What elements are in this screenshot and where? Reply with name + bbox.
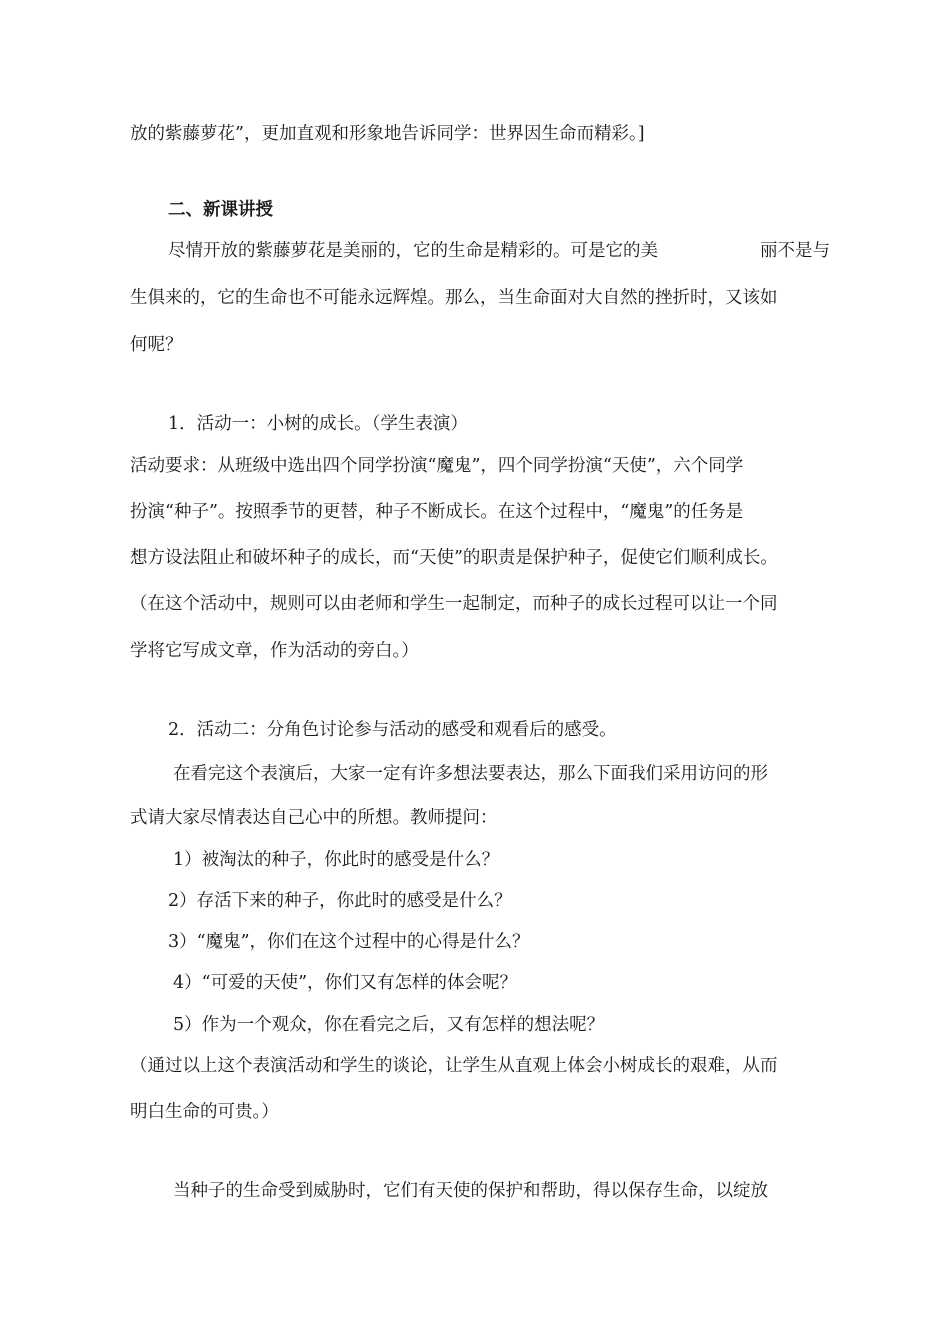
para1-line3: 何呢？ <box>130 335 183 355</box>
closing-line: 当种子的生命受到威胁时，它们有天使的保护和帮助，得以保存生命，以绽放 <box>173 1181 768 1201</box>
question-4: 4）“可爱的天使”，你们又有怎样的体会呢？ <box>173 973 518 993</box>
question-1: 1）被淘汰的种子，你此时的感受是什么？ <box>173 850 500 870</box>
para1-line2: 生俱来的，它的生命也不可能永远辉煌。那么，当生命面对大自然的挫折时，又该如 <box>130 288 778 308</box>
activity2-line1: 在看完这个表演后，大家一定有许多想法要表达，那么下面我们采用访问的形 <box>173 764 768 784</box>
activity2-note-line2: 明白生命的可贵。） <box>130 1102 279 1122</box>
activity2-title: 2．活动二：分角色讨论参与活动的感受和观看后的感受。 <box>168 720 617 740</box>
section-heading: 二、新课讲授 <box>168 200 273 220</box>
question-3: 3）“魔鬼”，你们在这个过程中的心得是什么？ <box>168 932 530 952</box>
activity1-line1-text: 活动要求：从班级中选出四个同学扮演“魔鬼”，四个同学扮演“天使”，六个同学 <box>130 456 744 476</box>
activity1-line2: 扮演“种子”。按照季节的更替，种子不断成长。在这个过程中，“魔鬼”的任务是 <box>130 502 744 522</box>
activity1-line5: 学将它写成文章，作为活动的旁白。） <box>130 641 419 661</box>
intro-tail-line: 放的紫藤萝花”，更加直观和形象地告诉同学：世界因生命而精彩。] <box>130 124 645 144</box>
activity1-line4: （在这个活动中，规则可以由老师和学生一起制定，而种子的成长过程可以让一个同 <box>130 594 778 614</box>
question-5: 5）作为一个观众，你在看完之后，又有怎样的想法呢？ <box>173 1015 605 1035</box>
para1-line1b: 丽不是与 <box>760 241 830 261</box>
activity1-line1 <box>130 455 842 477</box>
activity2-note-line1: （通过以上这个表演活动和学生的谈论，让学生从直观上体会小树成长的艰难，从而 <box>130 1056 778 1076</box>
question-2: 2）存活下来的种子，你此时的感受是什么？ <box>168 891 512 911</box>
para1-line1a: 尽情开放的紫藤萝花是美丽的，它的生命是精彩的。可是它的美 <box>168 241 658 261</box>
activity2-line2: 式请大家尽情表达自己心中的所想。教师提问： <box>130 808 498 828</box>
activity1-title: 1．活动一：小树的成长。（学生表演） <box>168 414 468 434</box>
activity1-line3: 想方设法阻止和破坏种子的成长，而“天使”的职责是保护种子，促使它们顺利成长。 <box>130 548 778 568</box>
